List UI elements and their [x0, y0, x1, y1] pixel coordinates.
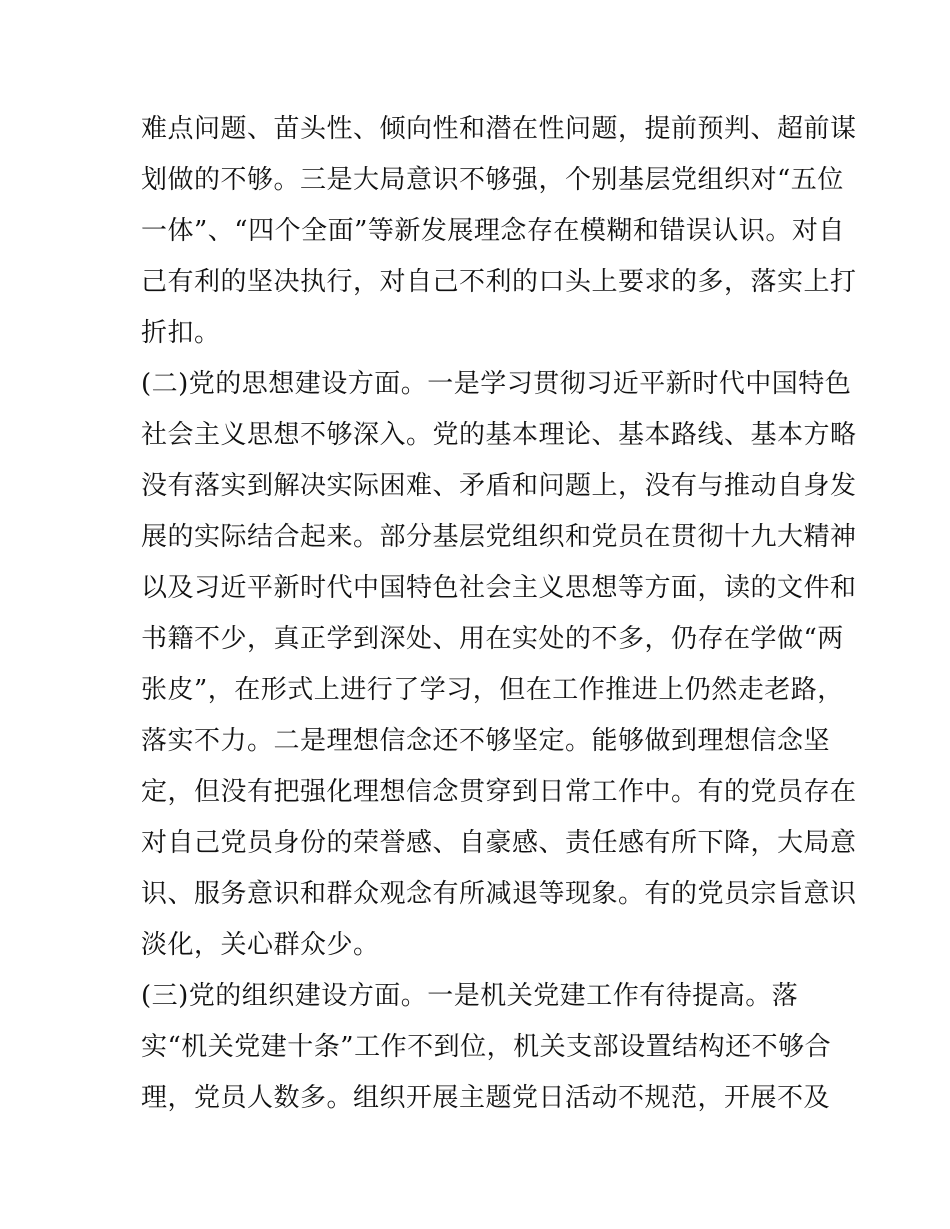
text-line: 实“机关党建十条”工作不到位，机关支部设置结构还不够合: [141, 1032, 832, 1062]
text-line: 书籍不少，真正学到深处、用在实处的不多，仍存在学做“两: [141, 624, 844, 654]
text-line: 一体”、“四个全面”等新发展理念存在模糊和错误认识。对自: [141, 216, 845, 246]
text-line: 难点问题、苗头性、倾向性和潜在性问题，提前预判、超前谋: [141, 114, 857, 144]
text-line: 展的实际结合起来。部分基层党组织和党员在贯彻十九大精神: [141, 522, 857, 552]
section-heading-line: (三)党的组织建设方面。一是机关党建工作有待提高。落: [141, 981, 799, 1011]
text-line: 没有落实到解决实际困难、矛盾和问题上，没有与推动自身发: [141, 471, 857, 501]
text-line: 淡化，关心群众少。: [141, 930, 380, 960]
text-line: 划做的不够。三是大局意识不够强，个别基层党组织对“五位: [141, 165, 844, 195]
section-heading-line: (二)党的思想建设方面。一是学习贯彻习近平新时代中国特色: [141, 369, 852, 399]
text-line: 定，但没有把强化理想信念贯穿到日常工作中。有的党员存在: [141, 777, 857, 807]
text-line: 识、服务意识和群众观念有所减退等现象。有的党员宗旨意识: [141, 879, 857, 909]
text-line: 折扣。: [141, 318, 221, 348]
text-line: 对自己党员身份的荣誉感、自豪感、责任感有所下降，大局意: [141, 828, 857, 858]
body-text: [141, 104, 857, 1124]
text-line: 张皮”，在形式上进行了学习，但在工作推进上仍然走老路，: [141, 675, 844, 705]
text-line: 己有利的坚决执行，对自己不利的口头上要求的多，落实上打: [141, 267, 857, 297]
text-line: 理，党员人数多。组织开展主题党日活动不规范，开展不及: [141, 1083, 831, 1113]
text-line: 以及习近平新时代中国特色社会主义思想等方面，读的文件和: [141, 573, 857, 603]
text-line: 落实不力。二是理想信念还不够坚定。能够做到理想信念坚: [141, 726, 831, 756]
text-line: 社会主义思想不够深入。党的基本理论、基本路线、基本方略: [141, 420, 857, 450]
